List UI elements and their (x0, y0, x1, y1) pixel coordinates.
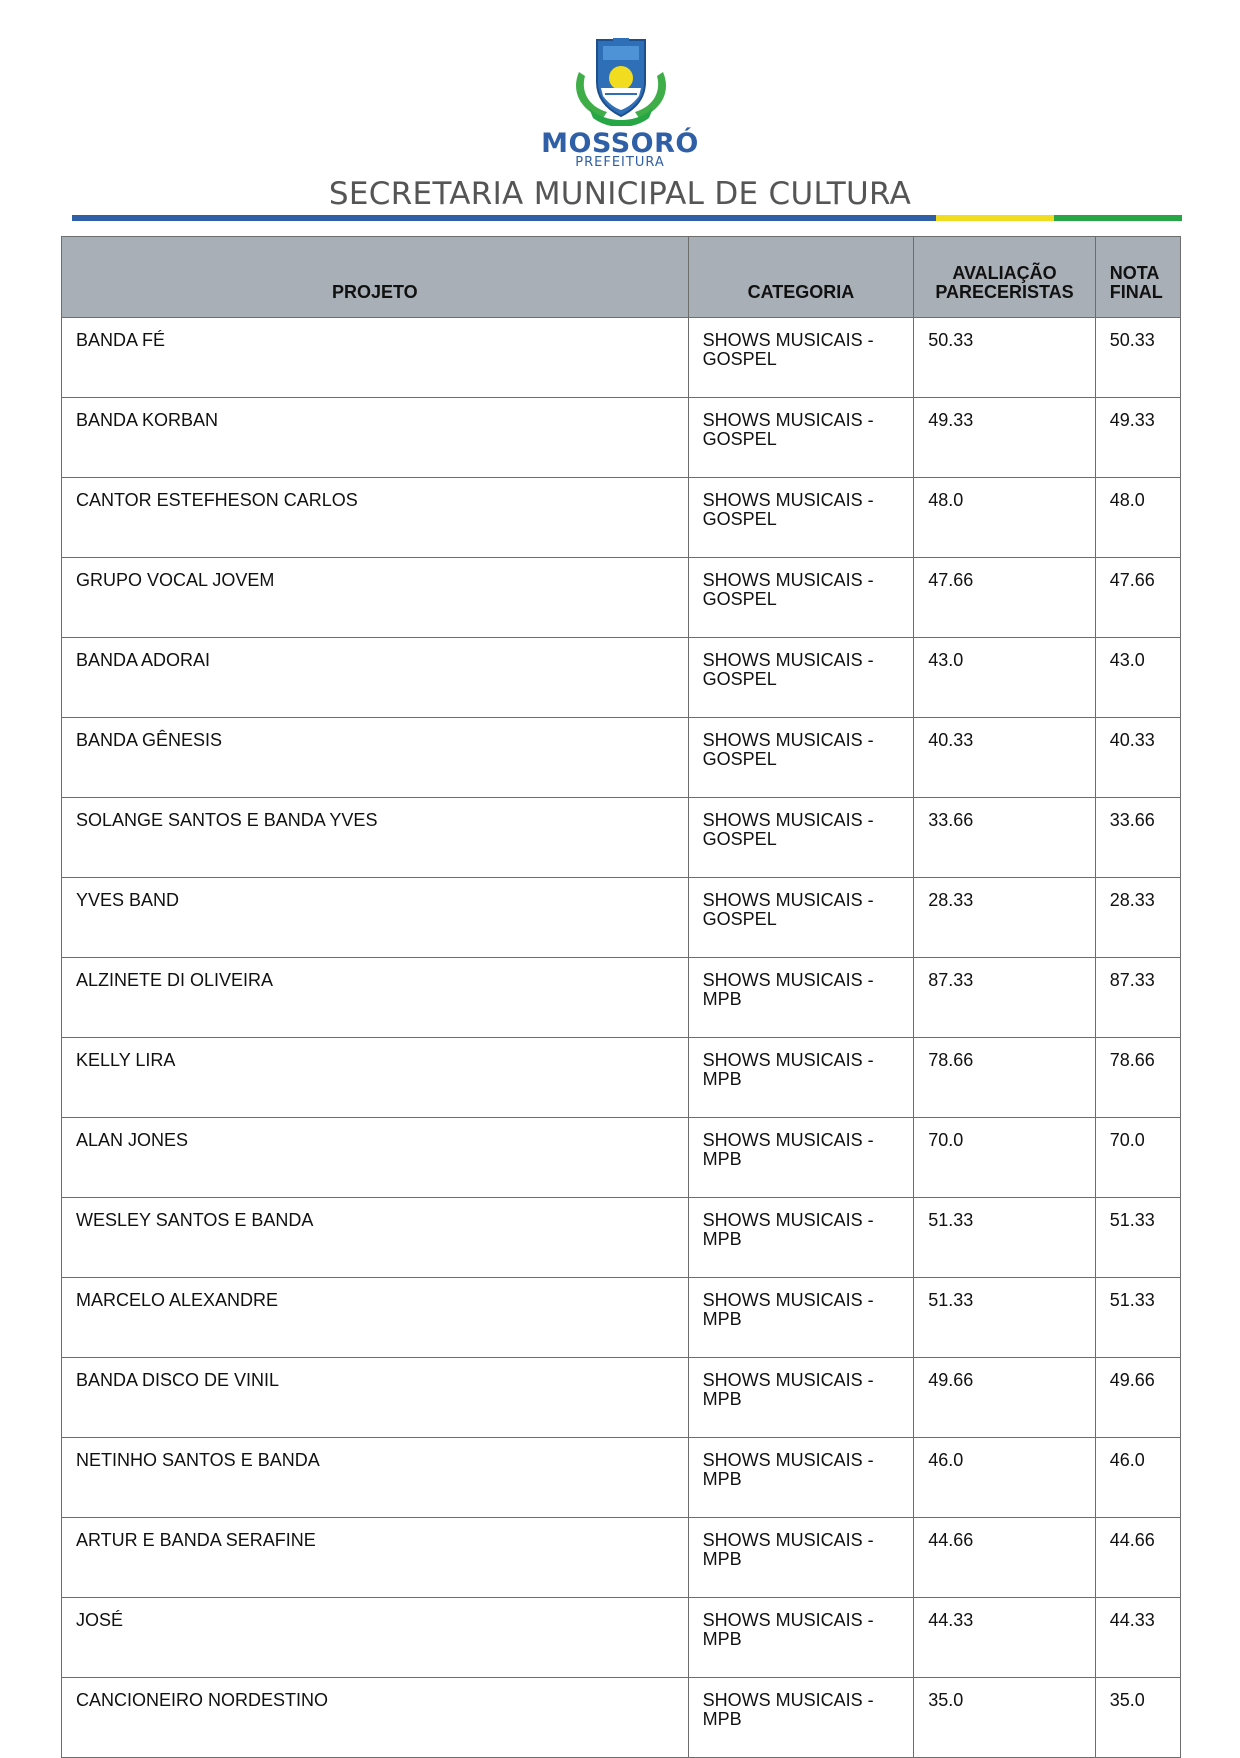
category-cell: SHOWS MUSICAIS - MPB (688, 1358, 914, 1438)
final-score-cell: 33.66 (1095, 798, 1180, 878)
project-cell: BANDA KORBAN (62, 398, 689, 478)
evaluation-cell: 49.66 (914, 1358, 1095, 1438)
final-score-cell: 44.66 (1095, 1518, 1180, 1598)
document-header (0, 0, 1240, 230)
final-score-cell: 87.33 (1095, 958, 1180, 1038)
project-cell: BANDA GÊNESIS (62, 718, 689, 798)
category-cell: SHOWS MUSICAIS - GOSPEL (688, 798, 914, 878)
project-cell: NETINHO SANTOS E BANDA (62, 1438, 689, 1518)
table-row (62, 478, 1181, 558)
category-cell: SHOWS MUSICAIS - MPB (688, 1198, 914, 1278)
project-cell: ARTUR E BANDA SERAFINE (62, 1518, 689, 1598)
final-score-cell: 35.0 (1095, 1678, 1180, 1758)
municipal-coat-of-arms-icon (569, 38, 673, 126)
results-table (61, 236, 1181, 1758)
project-cell: GRUPO VOCAL JOVEM (62, 558, 689, 638)
evaluation-cell: 49.33 (914, 398, 1095, 478)
table-row (62, 878, 1181, 958)
table-row (62, 798, 1181, 878)
project-cell: CANCIONEIRO NORDESTINO (62, 1678, 689, 1758)
table-row (62, 1198, 1181, 1278)
final-score-cell: 46.0 (1095, 1438, 1180, 1518)
evaluation-cell: 33.66 (914, 798, 1095, 878)
category-cell: SHOWS MUSICAIS - GOSPEL (688, 318, 914, 398)
table-row (62, 1518, 1181, 1598)
project-cell: JOSÉ (62, 1598, 689, 1678)
results-table-header (62, 237, 1181, 318)
category-cell: SHOWS MUSICAIS - MPB (688, 1118, 914, 1198)
project-cell: ALZINETE DI OLIVEIRA (62, 958, 689, 1038)
evaluation-cell: 78.66 (914, 1038, 1095, 1118)
category-cell: SHOWS MUSICAIS - GOSPEL (688, 718, 914, 798)
final-score-cell: 78.66 (1095, 1038, 1180, 1118)
evaluation-cell: 40.33 (914, 718, 1095, 798)
final-score-cell: 51.33 (1095, 1198, 1180, 1278)
results-table-body (62, 318, 1181, 1758)
table-row (62, 638, 1181, 718)
category-cell: SHOWS MUSICAIS - MPB (688, 1598, 914, 1678)
table-row (62, 718, 1181, 798)
evaluation-cell: 46.0 (914, 1438, 1095, 1518)
project-cell: ALAN JONES (62, 1118, 689, 1198)
evaluation-cell: 47.66 (914, 558, 1095, 638)
evaluation-cell: 50.33 (914, 318, 1095, 398)
category-cell: SHOWS MUSICAIS - GOSPEL (688, 398, 914, 478)
project-cell: BANDA DISCO DE VINIL (62, 1358, 689, 1438)
final-score-cell: 43.0 (1095, 638, 1180, 718)
final-score-cell: 44.33 (1095, 1598, 1180, 1678)
project-cell: WESLEY SANTOS E BANDA (62, 1198, 689, 1278)
project-cell: SOLANGE SANTOS E BANDA YVES (62, 798, 689, 878)
category-cell: SHOWS MUSICAIS - MPB (688, 1678, 914, 1758)
final-score-cell: 47.66 (1095, 558, 1180, 638)
evaluation-cell: 70.0 (914, 1118, 1095, 1198)
department-title: SECRETARIA MUNICIPAL DE CULTURA (328, 176, 912, 212)
project-cell: BANDA FÉ (62, 318, 689, 398)
column-header-nota-final: NOTA FINAL (1095, 237, 1180, 318)
final-score-cell: 51.33 (1095, 1278, 1180, 1358)
category-cell: SHOWS MUSICAIS - MPB (688, 1038, 914, 1118)
evaluation-cell: 44.66 (914, 1518, 1095, 1598)
header-rule-green (1054, 215, 1182, 221)
table-row (62, 318, 1181, 398)
evaluation-cell: 48.0 (914, 478, 1095, 558)
table-row (62, 1118, 1181, 1198)
header-rule-yellow (936, 215, 1054, 221)
category-cell: SHOWS MUSICAIS - MPB (688, 1278, 914, 1358)
final-score-cell: 28.33 (1095, 878, 1180, 958)
project-cell: MARCELO ALEXANDRE (62, 1278, 689, 1358)
final-score-cell: 40.33 (1095, 718, 1180, 798)
project-cell: KELLY LIRA (62, 1038, 689, 1118)
category-cell: SHOWS MUSICAIS - GOSPEL (688, 878, 914, 958)
evaluation-cell: 28.33 (914, 878, 1095, 958)
column-header-avaliacao: AVALIAÇÃO PARECERISTAS (914, 237, 1095, 318)
final-score-cell: 49.33 (1095, 398, 1180, 478)
category-cell: SHOWS MUSICAIS - MPB (688, 958, 914, 1038)
category-cell: SHOWS MUSICAIS - MPB (688, 1518, 914, 1598)
table-row (62, 398, 1181, 478)
final-score-cell: 50.33 (1095, 318, 1180, 398)
evaluation-cell: 51.33 (914, 1278, 1095, 1358)
project-cell: CANTOR ESTEFHESON CARLOS (62, 478, 689, 558)
table-row (62, 558, 1181, 638)
evaluation-cell: 44.33 (914, 1598, 1095, 1678)
evaluation-cell: 43.0 (914, 638, 1095, 718)
final-score-cell: 49.66 (1095, 1358, 1180, 1438)
evaluation-cell: 51.33 (914, 1198, 1095, 1278)
column-header-categoria: CATEGORIA (688, 237, 914, 318)
category-cell: SHOWS MUSICAIS - MPB (688, 1438, 914, 1518)
table-row (62, 1438, 1181, 1518)
evaluation-cell: 35.0 (914, 1678, 1095, 1758)
project-cell: YVES BAND (62, 878, 689, 958)
table-row (62, 1678, 1181, 1758)
brand-name: MOSSORÓ (541, 128, 699, 159)
category-cell: SHOWS MUSICAIS - GOSPEL (688, 638, 914, 718)
table-row (62, 958, 1181, 1038)
brand-subtitle: PREFEITURA (575, 155, 665, 170)
column-header-projeto: PROJETO (62, 237, 689, 318)
table-row (62, 1038, 1181, 1118)
table-row (62, 1598, 1181, 1678)
header-rule-blue (72, 215, 936, 221)
evaluation-cell: 87.33 (914, 958, 1095, 1038)
table-row (62, 1278, 1181, 1358)
project-cell: BANDA ADORAI (62, 638, 689, 718)
final-score-cell: 48.0 (1095, 478, 1180, 558)
category-cell: SHOWS MUSICAIS - GOSPEL (688, 478, 914, 558)
table-row (62, 1358, 1181, 1438)
category-cell: SHOWS MUSICAIS - GOSPEL (688, 558, 914, 638)
final-score-cell: 70.0 (1095, 1118, 1180, 1198)
